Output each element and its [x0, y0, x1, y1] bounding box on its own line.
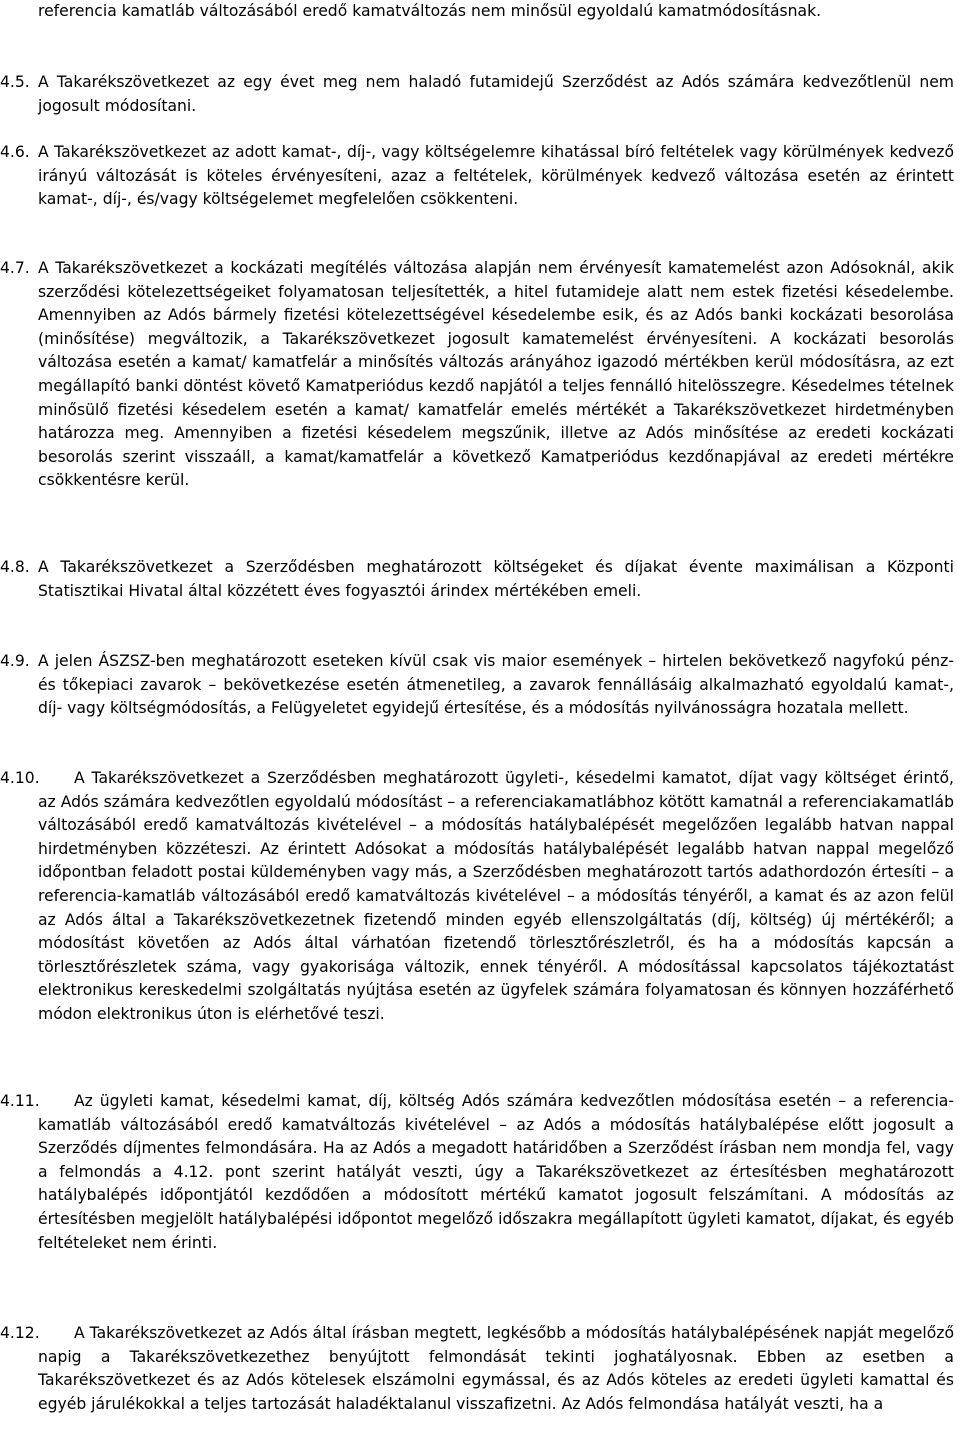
paragraph-4-8: [0, 556, 954, 603]
paragraph-number: 4.9.: [0, 652, 30, 670]
paragraph-text: A Takarékszövetkezet a kockázati megítélés változása alapján nem érvényesít kamatemelést azon Adósoknál, akik szerződési kötelezettségeiket folyamatosan teljesítették, a hitel futamideje alatt nem estek fizetési késedelembe. Amennyiben az Adós bármely fizetési kötelezettségével késedelembe esik, és az Adós banki kockázati besorolása (minősítése) megváltozik, a Takarékszövetkezet jogosult kamatemelést érvényesíteni. A kockázati besorolás változása esetén a kamat/ kamatfelár a minősítés változás arányához igazodó mértékben kerül módosításra, az ezt megállapító banki döntést követő Kamatperiódus kezdő napjától a teljes fennálló hitelösszegre. Késedelmes tételnek minősülő fizetési késedelem esetén a kamat/ kamatfelár emelés mértékét a Takarékszövetkezet hirdetményben határozza meg. Amennyiben a fizetési késedelem megszűnik, illetve az Adós minősítése az eredeti kockázati besorolás szerint visszaáll, a kamat/kamatfelár a következő Kamatperiódus kezdőnapjával az eredeti mértékre csökkentésre kerül.: [38, 259, 954, 490]
paragraph-text: A Takarékszövetkezet az adott kamat-, díj-, vagy költségelemre kihatással bíró feltételek vagy körülmények kedvező irányú változását is köteles érvényesíteni, azaz a feltételek, körülmények kedvező változása esetén az érintett kamat-, díj-, és/vagy költségelemet megfelelően csökkenteni.: [38, 143, 954, 209]
paragraph-text: Az ügyleti kamat, késedelmi kamat, díj, költség Adós számára kedvezőtlen módosítása esetén – a referencia-kamatláb változásából eredő kamatváltozás kivételével – az Adós a módosítás hatálybalépése előtt jogosult a Szerződés díjmentes felmondására. Ha az Adós a megadott határidőben a Szerződést írásban nem mondja fel, vagy a felmondás a 4.12. pont szerint hatályát veszti, úgy a Takarékszövetkezet az értesítésben meghatározott hatálybalépés időpontjától kezdődően a módosított mértékű kamatot jogosult felszámítani. A módosítás az értesítésben megjelölt hatálybalépési időpontot megelőző időszakra megállapított ügyleti kamatot, díjakat, és egyéb feltételeket nem érinti.: [38, 1092, 954, 1252]
paragraph-4-10: [0, 767, 954, 1027]
paragraph-4-6: [0, 141, 954, 212]
paragraph-4-11: [0, 1090, 954, 1255]
paragraph-continuation: [0, 0, 954, 24]
paragraph-number: 4.8.: [0, 558, 30, 576]
paragraph-text: A jelen ÁSZSZ-ben meghatározott eseteken kívül csak vis maior események – hirtelen bekövetkező nagyfokú pénz- és tőkepiaci zavarok – bekövetkezése esetén átmenetileg, a zavarok fennállásáig alkalmazható egyoldalú kamat-, díj- vagy költségmódosítás, a Felügyeletet egyidejű értesítése, és a módosítás nyilvánosságra hozatala mellett.: [38, 652, 954, 718]
paragraph-4-5: [0, 71, 954, 118]
paragraph-text: A Takarékszövetkezet a Szerződésben meghatározott költségeket és díjakat évente maximálisan a Központi Statisztikai Hivatal által közzétett éves fogyasztói árindex mértékében emeli.: [38, 558, 954, 600]
paragraph-number: 4.10.: [0, 769, 40, 787]
paragraph-4-9: [0, 650, 954, 721]
paragraph-number: 4.5.: [0, 73, 30, 91]
paragraph-number: 4.6.: [0, 143, 30, 161]
paragraph-number: 4.7.: [0, 259, 30, 277]
paragraph-number: 4.12.: [0, 1324, 40, 1342]
paragraph-text: A Takarékszövetkezet az egy évet meg nem haladó futamidejű Szerződést az Adós számára kedvezőtlenül nem jogosult módosítani.: [38, 73, 954, 115]
paragraph-text: A Takarékszövetkezet az Adós által írásban megtett, legkésőbb a módosítás hatálybalépésének napját megelőző napig a Takarékszövetkezethez benyújtott felmondását tekinti joghatályosnak. Ebben az esetben a Takarékszövetkezet és az Adós kötelesek elszámolni egymással, és az Adós köteles az eredeti ügyleti kamattal és egyéb járulékokkal a teljes tartozását haladéktalanul visszafizetni. Az Adós felmondása hatályát veszti, ha a: [38, 1324, 954, 1413]
paragraph-text: referencia kamatláb változásából eredő kamatváltozás nem minősül egyoldalú kamatmódosításnak.: [38, 2, 822, 20]
paragraph-number: 4.11.: [0, 1092, 40, 1110]
paragraph-4-7: [0, 257, 954, 493]
paragraph-4-12: [0, 1322, 954, 1416]
paragraph-text: A Takarékszövetkezet a Szerződésben meghatározott ügyleti-, késedelmi kamatot, díjat vagy költséget érintő, az Adós számára kedvezőtlen egyoldalú módosítást – a referenciakamatlábhoz kötött kamatnál a referenciakamatláb változásából eredő kamatváltozás kivételével – a módosítás hatálybalépését megelőzően legalább hatvan nappal hirdetményben közzéteszi. Az érintett Adósokat a módosítás hatálybalépését legalább hatvan nappal megelőző időpontban feladott postai küldeményben vagy más, a Szerződésben meghatározott tartós adathordozón értesíti – a referencia-kamatláb változásából eredő kamatváltozás kivételével – a módosítás tényéről, a kamat és az azon felül az Adós által a Takarékszövetkezetnek fizetendő minden egyéb ellenszolgáltatás (díj, költség) új mértékéről; a módosítást követően az Adós által várhatóan fizetendő törlesztőrészletről, és ha a módosítás kapcsán a törlesztőrészletek száma, vagy gyakorisága változik, ennek tényéről. A módosítással kapcsolatos tájékoztatást elektronikus kereskedelmi szolgáltatás nyújtása esetén az ügyfelek számára folyamatosan és könnyen hozzáférhető módon elektronikus úton is elérhetővé teszi.: [38, 769, 954, 1023]
